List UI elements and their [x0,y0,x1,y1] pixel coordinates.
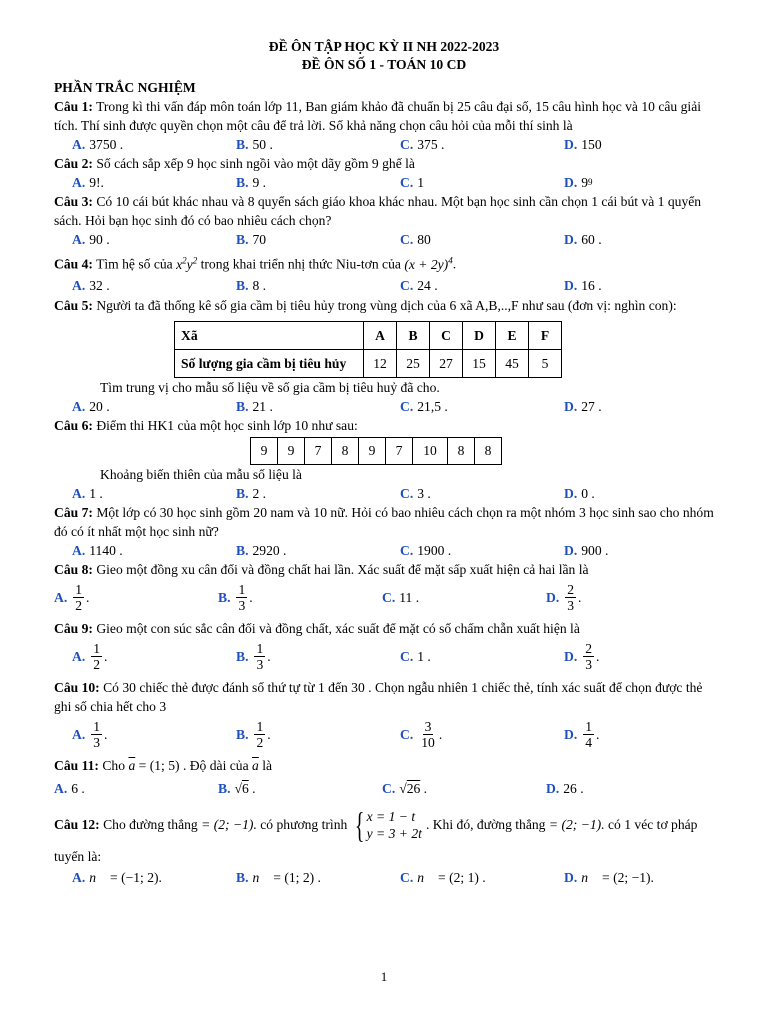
options-q11 [54,775,714,803]
option-c[interactable] [400,397,564,416]
numerator: 1 [585,719,593,735]
options-q9 [54,638,714,676]
option-letter: C. [400,398,414,414]
option-c[interactable] [400,135,564,154]
option-d[interactable] [564,276,728,295]
option-value: 26 . [563,781,584,797]
table-row [175,349,562,377]
denominator: 3 [256,657,264,673]
fraction [583,719,594,750]
normal-vector-icon: n⃗ [581,869,599,885]
fraction [91,641,102,672]
poultry-table [174,321,562,378]
numerator: 1 [256,641,264,657]
option-c[interactable]: C. √ 26 . [382,781,428,797]
option-letter: C. [400,649,414,665]
question-text: có 1 véc tơ pháp [608,817,698,833]
vector-a [252,758,259,773]
table-cell: 27 [430,349,463,377]
table-row [175,321,562,349]
fraction [73,582,84,613]
denominator: 4 [585,735,593,751]
option-letter: D. [564,869,578,885]
normal-vector-icon: n⃗ [417,869,435,885]
math-binomial: $(x + 2y)^4$ [404,255,453,272]
title-line-1: ĐỀ ÔN TẬP HỌC KỲ II NH 2022-2023 [268,39,500,54]
option-a[interactable] [72,173,236,192]
fraction [254,641,265,672]
option-value: 32 . [89,277,110,293]
option-c[interactable]: C. $\frac{3}{10}$ . [400,719,443,751]
table-cell: 9 [359,437,386,464]
option-value: = (1; 2) . [273,869,321,885]
page-number: 1 [380,969,388,984]
question-11 [54,756,714,775]
denominator: 2 [93,657,101,673]
option-letter: C. [400,232,414,247]
option-letter: D. [564,649,578,665]
question-text: Số cách sắp xếp 9 học sinh ngồi vào một dãy gồm 9 ghế là [96,156,415,171]
fraction [419,719,437,750]
option-letter: C. [382,781,396,797]
denominator: 10 [421,735,435,751]
question-number: Câu 2: [54,156,93,171]
options-q12 [54,868,714,887]
option-letter: B. [236,277,249,293]
option-value: 26 [406,781,421,797]
option-letter: D. [546,590,560,606]
option-a[interactable] [72,541,236,560]
question-text: Cho [102,757,126,773]
option-d[interactable] [564,541,728,560]
option-value: 21 . [252,398,273,414]
option-b[interactable] [236,484,400,503]
table-cell: 9 [278,437,305,464]
option-value: 70 [252,232,267,247]
table-cell: 25 [397,349,430,377]
question-3 [54,192,714,230]
option-c[interactable] [400,173,564,192]
option-letter: C. [400,542,414,558]
option-letter: C. [400,485,414,501]
option-value: 24 . [417,277,438,293]
numerator: 2 [567,582,575,598]
option-value: 1 [417,175,425,190]
option-d[interactable] [564,173,728,192]
options-q1 [54,135,714,154]
option-letter: B. [218,590,231,606]
brace-icon: { [355,804,365,845]
option-letter: B. [236,485,249,501]
scores-table [250,437,502,465]
option-letter: B. [236,398,249,414]
option-b[interactable] [236,230,400,249]
exam-title [54,38,714,74]
option-letter: A. [54,781,68,797]
option-letter: C. [382,590,396,606]
option-c[interactable] [400,484,564,503]
option-c[interactable] [400,276,564,295]
option-letter: B. [218,781,231,797]
line-symbol: = (2; −1). [548,817,605,833]
option-a[interactable] [72,868,236,887]
option-letter: C. [400,869,414,885]
vector-symbol: $\overline{a}$ [128,757,136,773]
option-value: 2920 . [252,542,287,558]
question-4: Câu 4: Tìm hệ số của $x^2y^2$ trong khai triển nhị thức Niu-tơn của $(x + 2y)^4$. [54,255,457,272]
fraction [236,582,247,613]
table-cell: B [397,321,430,349]
question-number: Câu 3: [54,194,93,209]
question-6 [54,416,714,435]
question-text: Một lớp có 30 học sinh gồm 20 nam và 10 nữ. Hỏi có bao nhiêu cách chọn ra một nhóm 3 học sinh sao cho nhóm đó có ít nhất một học sinh nữ? [54,504,714,539]
option-value: 375 . [417,137,445,152]
option-letter: D. [564,485,578,501]
option-d[interactable] [546,779,710,798]
question-number: Câu 12: [54,817,100,833]
option-letter: A. [72,542,86,558]
option-letter: A. [72,398,86,414]
table-cell: 15 [463,349,496,377]
option-a[interactable]: A. $\frac{1}{2}$ . [54,582,90,614]
option-value: = (2; −1). [602,869,654,885]
numerator: 1 [238,582,246,598]
numerator: 1 [256,719,264,735]
option-b[interactable]: B. $\frac{1}{3}$ . [236,641,271,673]
option-value: 150 [581,137,602,152]
option-letter: A. [54,590,68,606]
question-text: Gieo một đồng xu cân đối và đồng chất hai lần. Xác suất để mặt sấp xuất hiện cả hai lần là [96,561,589,577]
option-letter: A. [72,137,86,152]
option-letter: B. [236,232,249,247]
option-a[interactable] [72,135,236,154]
option-value: 60 . [581,232,602,247]
question-2 [54,154,714,173]
option-a[interactable] [72,484,236,503]
fraction [91,719,102,750]
question-text: Tìm hệ số của [96,256,173,272]
option-c[interactable] [400,541,564,560]
option-letter: C. [400,727,414,743]
question-text: Cho đường thẳng [103,817,198,833]
question-text: Điểm thi HK1 của một học sinh lớp 10 như sau: [96,417,358,433]
question-text: Trong kì thi vấn đáp môn toán lớp 11, Ban giám khảo đã chuẩn bị 25 câu đại số, 15 câu hình học và 10 câu giải tích. Thí sinh được quyền chọn một câu để trả lời. Số khả năng chọn câu hỏi của mỗi thí sinh là [54,99,702,133]
numerator: 1 [75,582,83,598]
option-value: 900 . [581,542,609,558]
equation-line: x = 1 − t [366,808,416,824]
option-b[interactable] [236,135,400,154]
option-d[interactable] [564,868,728,887]
table-cell: D [463,321,496,349]
option-letter: B. [236,542,249,558]
vector-symbol: $\overline{a}$ [252,757,259,773]
option-letter: A. [72,727,86,743]
option-b[interactable] [236,173,400,192]
line-symbol: = (2; −1). [201,817,257,833]
section-title: PHẦN TRẮC NGHIỆM [54,80,196,95]
option-value: 6 [241,781,249,797]
option-letter: A. [72,175,86,190]
question-text: . Độ dài của [182,757,249,773]
option-d[interactable] [564,484,728,503]
options-q4 [54,276,714,295]
option-value: 80 [417,232,431,247]
option-letter: A. [72,869,86,885]
table-cell: 12 [364,349,397,377]
vector-a [128,758,135,773]
option-value: 1 . [89,485,103,501]
question-5 [54,295,714,317]
table-cell: E [496,321,529,349]
option-letter: D. [564,727,578,743]
option-value: = (−1; 2). [110,869,162,885]
question-7 [54,503,714,541]
option-letter: D. [564,137,578,152]
question-number: Câu 1: [54,99,93,114]
option-b[interactable] [236,541,400,560]
table-cell: C [430,321,463,349]
option-c[interactable] [400,230,564,249]
fraction [565,582,576,613]
question-text: có phương trình [260,817,348,833]
question-9 [54,619,714,638]
question-number: Câu 6: [54,417,93,433]
question-12 [54,804,714,845]
question-prompt: Khoảng biến thiên của mẫu số liệu là [100,466,302,482]
vector-value: = (1; 5) [138,757,180,773]
option-value: 0 . [581,485,595,501]
options-q2 [54,173,714,192]
question-text: Có 30 chiếc thẻ được đánh số thứ tự từ 1 đến 30 . Chọn ngẫu nhiên 1 chiếc thẻ, tính xác suất để chọn được thẻ ghi số chia hết cho 3 [54,679,703,714]
fraction [583,641,594,672]
equation-line: y = 3 + 2t [366,825,422,841]
title-line-2: ĐỀ ÔN SỐ 1 - TOÁN 10 CD [301,57,467,72]
option-c[interactable] [382,588,546,607]
question-number: Câu 8: [54,561,93,577]
option-letter: D. [564,232,578,247]
option-value: 11 . [399,590,420,606]
option-value: 90 . [89,232,110,247]
option-value: 27 . [581,398,602,414]
denominator: 3 [567,598,575,614]
options-q10 [54,716,714,754]
option-letter: A. [72,485,86,501]
question-number: Câu 5: [54,297,93,313]
options-q3 [54,230,714,249]
numerator: 3 [424,719,432,735]
sqrt-icon: √ [234,781,242,797]
option-d[interactable] [564,230,728,249]
question-text: Người ta đã thống kê số gia cầm bị tiêu hủy trong vùng dịch của 6 xã A,B,..,F như sau (đơn vị: nghìn con): [96,297,677,313]
options-q6 [54,484,714,503]
option-d[interactable]: D. $\frac{2}{3}$ . [546,582,582,614]
question-text: là [262,757,273,773]
option-letter: B. [236,175,249,190]
question-number: Câu 4: [54,256,93,272]
math-term: $x^2y^2$ [176,255,198,272]
power-base: 9 [581,175,589,190]
option-letter: B. [236,649,249,665]
option-b[interactable] [236,868,400,887]
question-text: trong khai triển nhị thức Niu-tơn của [200,256,401,272]
option-letter: D. [564,277,578,293]
option-a[interactable] [72,276,236,295]
question-text: Có 10 cái bút khác nhau và 8 quyển sách giáo khoa khác nhau. Một bạn học sinh cần chọn 1 cái bút và 1 quyển sách. Hỏi bạn học sinh đó có bao nhiêu cách chọn? [54,194,702,228]
option-d[interactable]: D. $\frac{1}{4}$ . [564,719,600,751]
option-letter: B. [236,727,249,743]
option-letter: B. [236,137,249,152]
options-q5 [54,397,714,416]
option-value: 9 . [252,175,267,190]
option-letter: D. [564,542,578,558]
option-a[interactable]: A. $\frac{1}{2}$ . [72,641,108,673]
denominator: 2 [256,735,264,751]
option-value: 16 . [581,277,602,293]
numerator: 1 [93,641,101,657]
option-c[interactable] [400,868,564,887]
table-cell: 45 [496,349,529,377]
denominator: 3 [238,598,246,614]
option-value: 6 . [71,781,85,797]
power-exponent: 9 [588,177,593,187]
table-cell: 7 [386,437,413,464]
question-text: Gieo một con súc sắc cân đối và đồng chất, xác suất để mặt có số chấm chẵn xuất hiện là [96,620,580,636]
fraction [254,719,265,750]
option-d[interactable]: D. $\frac{2}{3}$ . [564,641,600,673]
option-value: 20 . [89,398,110,414]
option-value: 3750 . [89,137,124,152]
denominator: 3 [585,657,593,673]
question-text: tuyến là: [54,848,102,864]
option-d[interactable] [564,135,728,154]
option-b[interactable] [236,397,400,416]
question-10 [54,678,714,716]
option-letter: D. [564,175,578,190]
question-number: Câu 7: [54,504,93,520]
options-q7 [54,541,714,560]
option-b[interactable]: B. $\frac{1}{3}$ . [218,582,253,614]
table-cell: Xã [175,321,364,349]
option-value: 1140 . [89,542,123,558]
question-8 [54,560,714,579]
question-1 [54,97,714,135]
option-value: 2 . [252,485,267,501]
numerator: 1 [93,719,101,735]
table-cell: A [364,321,397,349]
option-value: = (2; 1) . [438,869,486,885]
option-letter: A. [72,277,86,293]
question-text: . Khi đó, đường thẳng [425,817,546,833]
option-letter: A. [72,649,86,665]
option-a[interactable] [54,779,218,798]
equation-system [351,804,422,845]
normal-vector-icon: n⃗ [89,869,107,885]
option-letter: B. [236,869,249,885]
normal-vector-icon: n⃗ [252,869,270,885]
question-number: Câu 10: [54,679,100,695]
option-value: 1900 . [417,542,452,558]
table-cell: 8 [475,437,502,464]
question-number: Câu 9: [54,620,93,636]
option-b[interactable]: B. √ 6 . [218,781,256,797]
table-cell: 9 [251,437,278,464]
option-c[interactable] [400,647,564,666]
option-value: 8 . [252,277,267,293]
option-a[interactable] [72,397,236,416]
option-a[interactable] [72,230,236,249]
sqrt-icon: √ [399,781,407,797]
numerator: 2 [585,641,593,657]
question-number: Câu 11: [54,757,99,773]
option-letter: C. [400,175,414,190]
option-letter: C. [400,277,414,293]
table-cell: 8 [448,437,475,464]
option-letter: D. [546,781,560,797]
option-d[interactable] [564,397,728,416]
option-value: 50 . [252,137,273,152]
question-prompt: Tìm trung vị cho mẫu số liệu về số gia cầm bị tiêu huỷ đã cho. [100,379,440,395]
table-row [251,437,502,464]
option-b[interactable]: B. $\frac{1}{2}$ . [236,719,271,751]
table-cell: Số lượng gia cầm bị tiêu hủy [175,349,364,377]
table-cell: 8 [332,437,359,464]
table-cell: 5 [529,349,562,377]
option-value: 1 . [417,649,431,665]
option-letter: D. [564,398,578,414]
option-a[interactable]: A. $\frac{1}{3}$ . [72,719,108,751]
option-b[interactable] [236,276,400,295]
table-cell: F [529,321,562,349]
denominator: 3 [93,735,101,751]
option-letter: C. [400,137,414,152]
denominator: 2 [75,598,83,614]
option-value: 21,5 . [417,398,448,414]
options-q8 [54,579,714,617]
option-value: 9!. [89,175,104,190]
option-value: 3 . [417,485,431,501]
table-cell: 10 [413,437,448,464]
table-cell: 7 [305,437,332,464]
option-letter: A. [72,232,86,247]
